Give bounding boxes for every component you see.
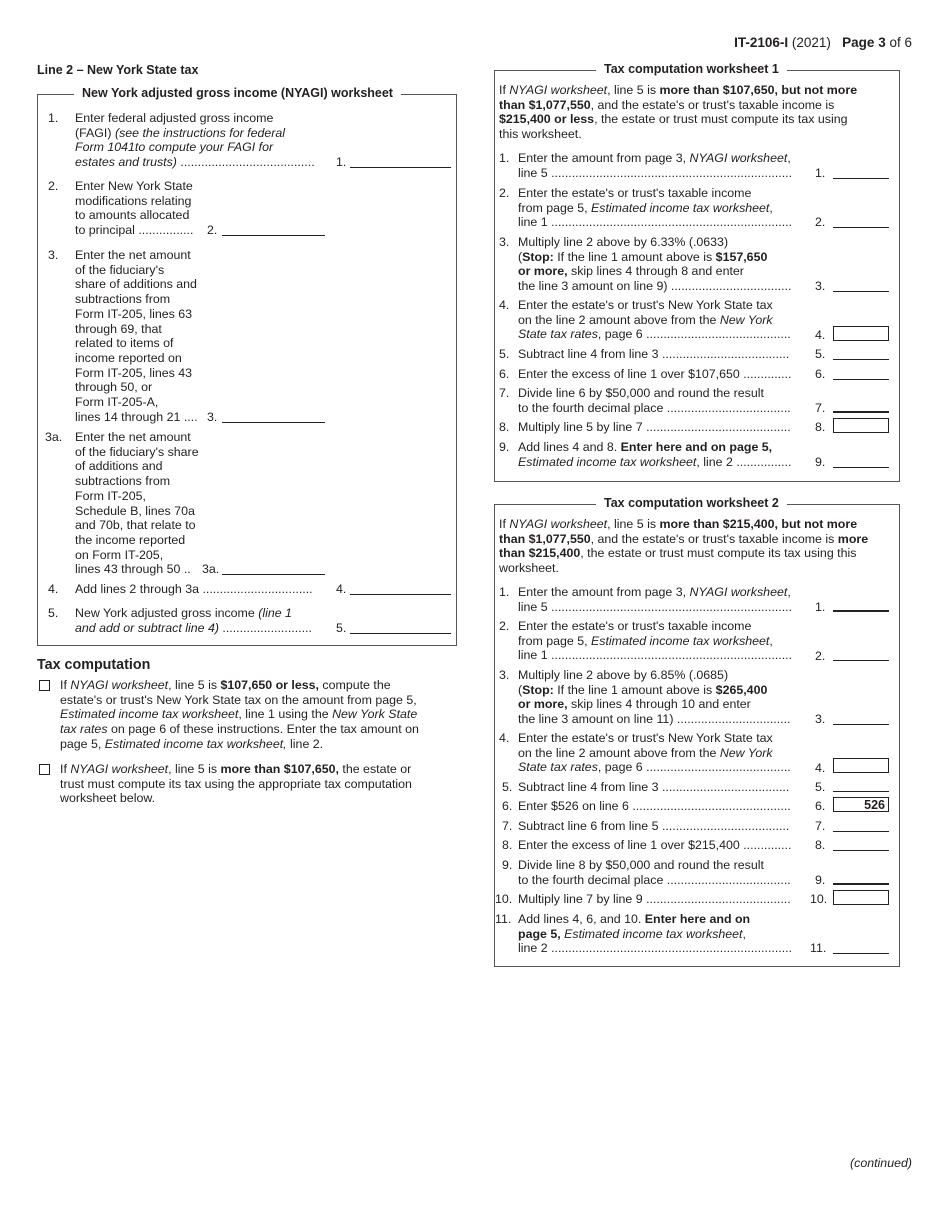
ws2-line-1-number: 1. — [499, 585, 510, 599]
ws1-line-1-text: Enter the amount from page 3, NYAGI worksheet, line 5 ...................................................................... — [518, 151, 793, 180]
ws1-line-3-number: 3. — [499, 235, 510, 249]
ws2-line-8-ref: 8. — [815, 838, 826, 852]
ws2-line-3-entry[interactable] — [833, 724, 889, 725]
ws2-line-3-number: 3. — [499, 668, 510, 682]
ws2-line-1-ref: 1. — [815, 600, 826, 614]
option-1-text: If NYAGI worksheet, line 5 is $107,650 or less, compute the estate's or trust's New York State tax on the amount from page 5, Estimated income tax worksheet, line 1 using the New York State tax rates on page 6 of these instructions. Enter the tax amount on page 5, Estimated income tax worksheet, line 2. — [60, 678, 419, 751]
nyagi-line-5-entry[interactable] — [350, 633, 451, 634]
ws1-line-7-number: 7. — [499, 386, 510, 400]
nyagi-line-3-number: 3. — [48, 248, 59, 262]
ws1-line-4-ref: 4. — [815, 328, 826, 342]
ws2-line-6-ref: 6. — [815, 799, 826, 813]
nyagi-line-3-text: Enter the net amount of the fiduciary's share of additions and subtractions from Form IT-205, lines 63 through 69, that related to items of income reported on Form IT-205, lines 43 through 50, or Form IT-205-A, lines 14 through 21 .... — [75, 248, 198, 424]
nyagi-line-4-ref: 4. — [336, 582, 347, 596]
ws2-line-4-number: 4. — [499, 731, 510, 745]
ws2-line-8-number: 8. — [502, 838, 513, 852]
ws2-line-2-entry[interactable] — [833, 660, 889, 661]
ws2-line-6-number: 6. — [502, 799, 513, 813]
nyagi-line-1-text: Enter federal adjusted gross income (FAGI) (see the instructions for federal Form 1041to compute your FAGI for estates and trusts) ....................................... — [75, 111, 315, 170]
nyagi-line-2-text: Enter New York State modifications relating to amounts allocated to principal ................ — [75, 179, 194, 238]
ws2-line-5-number: 5. — [502, 780, 513, 794]
ws1-line-9-text: Add lines 4 and 8. Enter here and on page 5, Estimated income tax worksheet, line 2 ................ — [518, 440, 792, 469]
ws2-line-4-entry[interactable] — [833, 758, 889, 773]
nyagi-line-5-number: 5. — [48, 606, 59, 620]
ws2-line-10-entry[interactable] — [833, 890, 889, 905]
ws1-line-1-ref: 1. — [815, 166, 826, 180]
option-2-checkbox[interactable] — [39, 764, 50, 775]
nyagi-line-4-number: 4. — [48, 582, 59, 596]
worksheet-2-title: Tax computation worksheet 2 — [596, 496, 787, 511]
ws1-line-3-entry[interactable] — [833, 291, 889, 292]
ws1-line-3-ref: 3. — [815, 279, 826, 293]
ws2-line-5-ref: 5. — [815, 780, 826, 794]
ws2-line-9-number: 9. — [502, 858, 513, 872]
ws2-line-11-number: 11. — [495, 912, 512, 926]
nyagi-line-4-entry[interactable] — [350, 594, 451, 595]
ws1-line-8-ref: 8. — [815, 420, 826, 434]
form-year: (2021) — [791, 35, 831, 50]
ws2-line-8-text: Enter the excess of line 1 over $215,400 .............. — [518, 838, 792, 852]
nyagi-line-3a-ref: 3a. — [202, 562, 220, 576]
ws2-line-3-text: Multiply line 2 above by 6.85% (.0685) (Stop: If the line 1 amount above is $265,400 or more, skip lines 4 through 10 and enter the line 3 amount on line 11) ................................. — [518, 668, 791, 727]
ws2-line-11-ref: 11. — [810, 941, 827, 955]
ws2-line-11-entry[interactable] — [833, 953, 889, 954]
ws2-line-9-ref: 9. — [815, 873, 826, 887]
ws1-line-2-entry[interactable] — [833, 227, 889, 228]
nyagi-worksheet-title: New York adjusted gross income (NYAGI) worksheet — [74, 86, 401, 101]
nyagi-line-4-text: Add lines 2 through 3a ................................ — [75, 582, 313, 596]
ws1-line-8-entry[interactable] — [833, 418, 889, 433]
ws1-line-8-number: 8. — [499, 420, 510, 434]
ws1-line-9-number: 9. — [499, 440, 510, 454]
form-header — [734, 36, 912, 51]
nyagi-line-2-number: 2. — [48, 179, 59, 193]
ws2-line-9-entry[interactable] — [833, 883, 889, 885]
page-of: of 6 — [889, 35, 912, 50]
ws2-line-6-text: Enter $526 on line 6 .............................................. — [518, 799, 791, 813]
nyagi-line-2-ref: 2. — [207, 223, 218, 237]
nyagi-line-3a-text: Enter the net amount of the fiduciary's share of additions and subtractions from Form IT-205, Schedule B, lines 70a and 70b, that relate to the income reported on Form IT-205, lines 43 through 50 .. — [75, 430, 199, 577]
ws1-line-6-ref: 6. — [815, 367, 826, 381]
nyagi-line-5-ref: 5. — [336, 621, 347, 635]
ws2-line-10-text: Multiply line 7 by line 9 .......................................... — [518, 892, 791, 906]
ws1-line-5-ref: 5. — [815, 347, 826, 361]
ws1-line-4-entry[interactable] — [833, 326, 889, 341]
nyagi-line-3a-number: 3a. — [45, 430, 63, 444]
section-title: Line 2 – New York State tax — [37, 63, 199, 77]
continued-note: (continued) — [850, 1156, 912, 1170]
ws1-line-2-ref: 2. — [815, 215, 826, 229]
ws1-line-9-entry[interactable] — [833, 467, 889, 468]
ws1-line-5-entry[interactable] — [833, 359, 889, 360]
ws2-line-2-number: 2. — [499, 619, 510, 633]
ws2-line-4-text: Enter the estate's or trust's New York State tax on the line 2 amount above from the New York State tax rates, page 6 .......................................... — [518, 731, 791, 775]
nyagi-line-3-ref: 3. — [207, 410, 218, 424]
ws2-line-2-text: Enter the estate's or trust's taxable income from page 5, Estimated income tax worksheet, line 1 ...................................................................... — [518, 619, 793, 663]
ws2-line-5-entry[interactable] — [833, 791, 889, 792]
nyagi-line-1-ref: 1. — [336, 155, 347, 169]
tax-computation-heading: Tax computation — [37, 657, 151, 673]
nyagi-line-5-text: New York adjusted gross income (line 1 and add or subtract line 4) .......................... — [75, 606, 312, 635]
ws1-line-4-text: Enter the estate's or trust's New York State tax on the line 2 amount above from the New York State tax rates, page 6 .......................................... — [518, 298, 791, 342]
ws2-line-7-number: 7. — [502, 819, 513, 833]
ws1-line-6-number: 6. — [499, 367, 510, 381]
ws2-line-1-text: Enter the amount from page 3, NYAGI worksheet, line 5 ...................................................................... — [518, 585, 793, 614]
ws1-line-7-entry[interactable] — [833, 411, 889, 413]
ws2-line-8-entry[interactable] — [833, 850, 889, 851]
ws2-line-9-text: Divide line 8 by $50,000 and round the result to the fourth decimal place .................................... — [518, 858, 791, 887]
ws1-line-4-number: 4. — [499, 298, 510, 312]
ws2-line-3-ref: 3. — [815, 712, 826, 726]
ws1-line-7-text: Divide line 6 by $50,000 and round the result to the fourth decimal place .................................... — [518, 386, 791, 415]
ws1-line-3-text: Multiply line 2 above by 6.33% (.0633) (Stop: If the line 1 amount above is $157,650 or more, skip lines 4 through 8 and enter the line 3 amount on line 9) ................................... — [518, 235, 792, 294]
ws1-line-5-number: 5. — [499, 347, 510, 361]
ws2-line-7-entry[interactable] — [833, 831, 889, 832]
ws2-line-10-ref: 10. — [810, 892, 828, 906]
ws2-line-5-text: Subtract line 4 from line 3 ..................................... — [518, 780, 790, 794]
form-number: IT-2106-I — [734, 35, 789, 50]
nyagi-line-1-number: 1. — [48, 111, 59, 125]
option-1-checkbox[interactable] — [39, 680, 50, 691]
ws2-line-1-entry[interactable] — [833, 610, 889, 612]
ws2-line-7-ref: 7. — [815, 819, 826, 833]
nyagi-line-3-entry[interactable] — [222, 422, 325, 423]
ws1-line-1-entry[interactable] — [833, 178, 889, 179]
ws2-line-2-ref: 2. — [815, 649, 826, 663]
page-label: Page 3 — [842, 35, 886, 50]
ws1-line-5-text: Subtract line 4 from line 3 ..................................... — [518, 347, 790, 361]
ws1-line-1-number: 1. — [499, 151, 510, 165]
ws2-line-6-entry[interactable]: 526 — [833, 797, 889, 812]
ws1-line-8-text: Multiply line 5 by line 7 .......................................... — [518, 420, 791, 434]
ws1-line-6-text: Enter the excess of line 1 over $107,650 .............. — [518, 367, 792, 381]
worksheet-1-title: Tax computation worksheet 1 — [596, 62, 787, 77]
ws2-line-7-text: Subtract line 6 from line 5 ..................................... — [518, 819, 790, 833]
ws2-line-10-number: 10. — [495, 892, 513, 906]
ws1-line-9-ref: 9. — [815, 455, 826, 469]
nyagi-line-3a-entry[interactable] — [222, 574, 325, 575]
nyagi-line-2-entry[interactable] — [222, 235, 325, 236]
ws1-line-2-text: Enter the estate's or trust's taxable income from page 5, Estimated income tax worksheet, line 1 ...................................................................... — [518, 186, 793, 230]
worksheet-2-intro: If NYAGI worksheet, line 5 is more than $215,400, but not more than $1,077,550, and the estate's or trust's taxable income is more than $215,400, the estate or trust must compute its tax using this worksheet. — [499, 517, 869, 576]
ws1-line-2-number: 2. — [499, 186, 510, 200]
option-2-text: If NYAGI worksheet, line 5 is more than $107,650, the estate or trust must compute its tax using the appropriate tax computation worksheet below. — [60, 762, 412, 806]
ws2-line-11-text: Add lines 4, 6, and 10. Enter here and on page 5, Estimated income tax worksheet, line 2 ...................................................................... — [518, 912, 793, 956]
ws1-line-7-ref: 7. — [815, 401, 826, 415]
ws1-line-6-entry[interactable] — [833, 379, 889, 380]
ws2-line-4-ref: 4. — [815, 761, 826, 775]
worksheet-1-intro: If NYAGI worksheet, line 5 is more than $107,650, but not more than $1,077,550, and the estate's or trust's taxable income is $215,400 or less, the estate or trust must compute its tax using this worksheet. — [499, 83, 858, 142]
nyagi-line-1-entry[interactable] — [350, 167, 451, 168]
